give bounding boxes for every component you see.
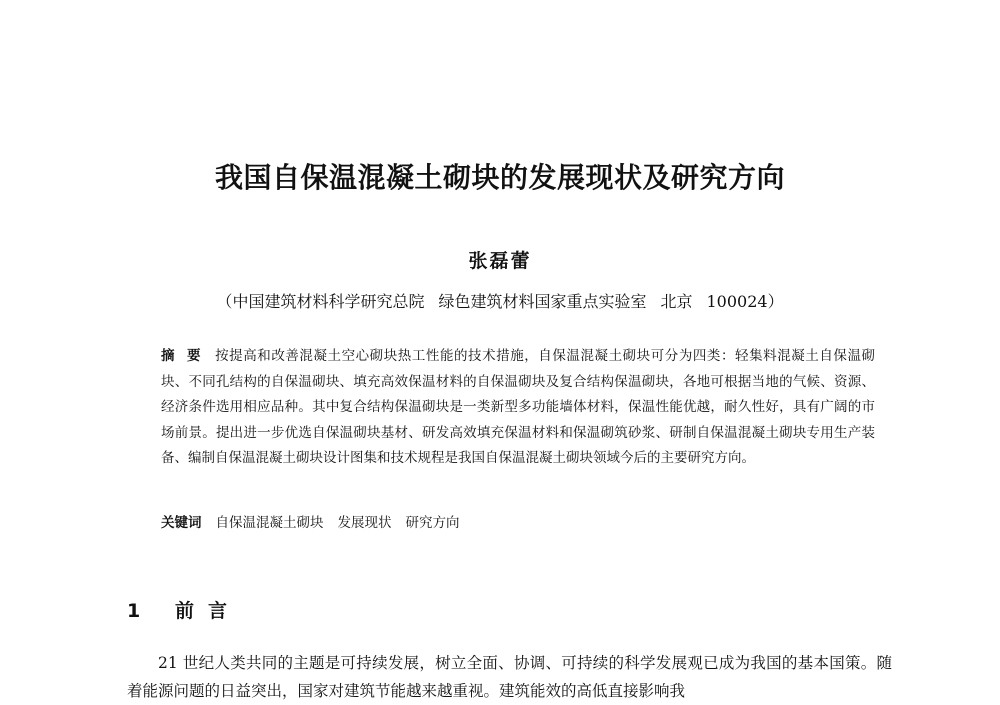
affiliation-city: 北京 — [660, 292, 693, 311]
section-title: 前言 — [175, 600, 242, 622]
paper-title: 我国自保温混凝土砌块的发展现状及研究方向 — [214, 161, 785, 194]
section-number: 1 — [127, 600, 141, 622]
keyword-item: 自保温混凝土砌块 — [215, 515, 324, 531]
keyword-item: 发展现状 — [337, 515, 392, 531]
abstract-text: 按提高和改善混凝土空心砌块热工性能的技术措施，自保温混凝土砌块可分为四类：轻集料混凝土自保温砌块、不同孔结构的自保温砌块、填充高效保温材料的自保温砌块及复合结构保温砌块，各地可根据当地的气候、资源、经济条件选用相应品种。其中复合结构保温砌块是一类新型多功能墙体材料，保温性能优越，耐久性好，具有广阔的市场前景。提出进一步优选自保温砌块基材、研发高效填充保温材料和保温砌筑砂浆、研制自保温混凝土砌块专用生产装备、编制自保温混凝土砌块设计图集和技术规程是我国自保温混凝土砌块领域今后的主要研究方向。 — [161, 348, 876, 466]
abstract-label: 摘要 — [161, 348, 214, 364]
keywords-label: 关键词 — [161, 515, 202, 531]
author-name: 张磊蕾 — [468, 250, 532, 272]
section-heading — [127, 596, 241, 623]
affiliation-institute: 中国建筑材料科学研究总院 — [232, 292, 425, 311]
affiliation-lab: 绿色建筑材料国家重点实验室 — [438, 292, 647, 311]
author-affiliation — [0, 289, 1000, 312]
affiliation-open-paren: （ — [216, 292, 233, 311]
affiliation-close-paren: ） — [767, 292, 784, 311]
keyword-item: 研究方向 — [405, 515, 460, 531]
keywords — [161, 512, 474, 534]
affiliation-postcode: 100024 — [706, 292, 768, 311]
abstract — [161, 344, 875, 472]
body-paragraph: 21 世纪人类共同的主题是可持续发展，树立全面、协调、可持续的科学发展观已成为我国的基本国策。随着能源问题的日益突出，国家对建筑节能越来越重视。建筑能效的高低直接影响我 — [127, 654, 892, 700]
